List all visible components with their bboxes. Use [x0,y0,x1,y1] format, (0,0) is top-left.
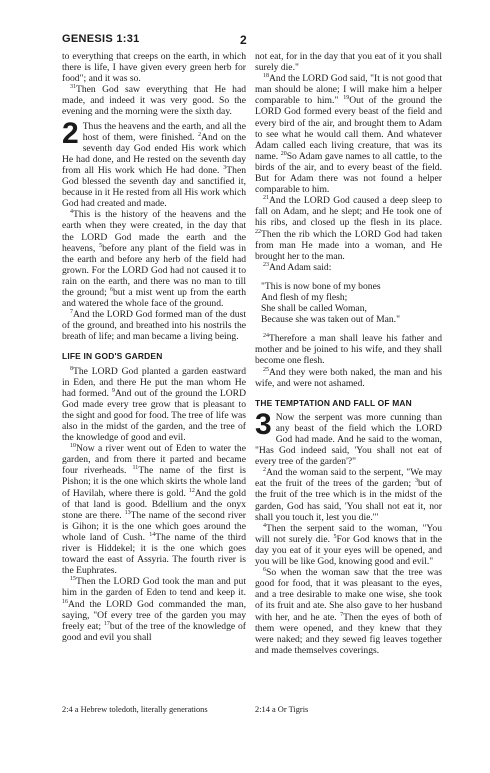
footnote-left: 2:4 a Hebrew toledoth, literally generations [62,705,208,714]
poem [261,281,442,325]
verse-text: $^7$And the LORD God formed man of the dust of the ground, and breathed into his nostrils the breath of life; and man became a living being. [62,308,246,343]
verse-text: $^{25}$And they were both naked, the man and his wife, and were not ashamed. [255,366,442,389]
poem-line: And flesh of my flesh; [261,291,348,303]
verse-text: $^{23}$And Adam said: [263,261,332,273]
verse-text: $^{15}$Then the LORD God took the man and put him in the garden of Eden to tend and keep it. $^{16}$And the LORD God commanded the man, saying, "Of every tree of the garden you may freely eat; $^{17}$but of the tree of the knowledge of good and evil you shall [62,576,246,643]
chapter-number: 2 [62,116,79,150]
poem-line: "This is now bone of my bones [261,280,381,292]
verse-text: $^2$And the woman said to the serpent, "We may eat the fruit of the trees of the garden; $^3$but of the fruit of the tree which is in the midst of the garden, God has said, 'You shall not eat it, nor shall you touch it, lest you die.'" [255,467,442,523]
verse-text: $^8$The LORD God planted a garden eastward in Eden, and there He put the man whom He had formed. $^9$And out of the ground the LORD God made every tree grow that is pleasant to the sight and good for food. The tree of life was also in the midst of the garden, and the tree of the knowledge of good and evil. [62,365,246,444]
section-heading: LIFE IN GOD'S GARDEN [62,351,163,362]
verse-text: $^{18}$And the LORD God said, "It is not good that man should be alone; I will make him a helper comparable to him." $^{19}$Out of the ground the LORD God formed every beast of the field and every bird of the air, and brought them to Adam to see what he would call them. And whatever Adam called each living creature, that was its name. $^{20}$So Adam gave names to all cattle, to the birds of the air, and to every beast of the field. But for Adam there was not found a helper comparable to him. [255,73,442,196]
chapter-number: 3 [255,407,272,441]
section-heading: THE TEMPTATION AND FALL OF MAN [255,397,412,408]
verse-text: $^{31}$Then God saw everything that He had made, and indeed it was very good. So the evening and the morning were the sixth day. [62,84,246,118]
chapter-reference: GENESIS 1:31 [62,33,140,45]
verse-text: $^{24}$Therefore a man shall leave his father and mother and be joined to his wife, and they shall become one flesh. [255,333,442,367]
page-header [62,33,442,49]
verse-text: $^6$So when the woman saw that the tree was good for food, that it was pleasant to the eyes, and a tree desirable to make one wise, she took of its fruit and ate. She also gave to her husband with her, and he ate. $^7$Then the eyes of both of them were opened, and they knew that they were naked; and they sewed fig leaves together and made themselves coverings. [255,566,442,656]
verse-text: $^{21}$And the LORD God caused a deep sleep to fall on Adam, and he slept; and He took one of his ribs, and closed up the flesh in its place. $^{22}$Then the rib which the LORD God had taken from man He made into a woman, and He brought her to the man. [255,195,442,262]
footnote-right: 2:14 a Or Tigris [255,705,309,714]
page-number: 2 [240,33,247,47]
verse-text: not eat, for in the day that you eat of it you shall surely die." [255,51,442,74]
verse-text: to everything that creeps on the earth, in which there is life, I have given every green herb for food"; and it was so. [62,51,246,85]
poem-line: She shall be called Woman, [261,303,367,315]
left-column [62,51,246,691]
verse-text: $^4$This is the history of the heavens and the earth when they were created, in the day that the LORD God made the earth and the heavens, $^5$before any plant of the field was in the earth and before any herb of the field had grown. For the LORD God had not caused it to rain on the earth, and there was no man to till the ground; $^6$but a mist went up from the earth and watered the whole face of the ground. [62,209,246,310]
right-column [255,51,442,691]
verse-text: $^4$Then the serpent said to the woman, "You will not surely die. $^5$For God knows that in the day you eat of it your eyes will be opened, and you will be like God, knowing good and evil." [255,522,442,568]
poem-line: Because she was taken out of Man." [261,314,400,326]
verse-text: $^{10}$Now a river went out of Eden to water the garden, and from there it parted and became four riverheads. $^{11}$The name of the first is Pishon; it is the one which skirts the whole land of Havilah, where there is gold. $^{12}$And the gold of that land is good. Bdellium and the onyx stone are there. $^{13}$The name of the second river is Gihon; it is the one which goes around the whole land of Cush. $^{14}$The name of the third river is Hiddekel; it is the one which goes toward the east of Assyria. The fourth river is the Euphrates. [62,443,246,577]
chapter-start: 2 Thus the heavens and the earth, and all the host of them, were finished. $^2$And on the seventh day God ended His work which He had done, and He rested on the seventh day from all His work which He had done. $^3$Then God blessed the seventh day and sanctified it, because in it He rested from all His work which God had created and made. [62,116,246,210]
chapter-start: 3 Now the serpent was more cunning than any beast of the field which the LORD God had made. And he said to the woman, "Has God indeed said, 'You shall not eat of every tree of the garden'?" [255,407,442,468]
